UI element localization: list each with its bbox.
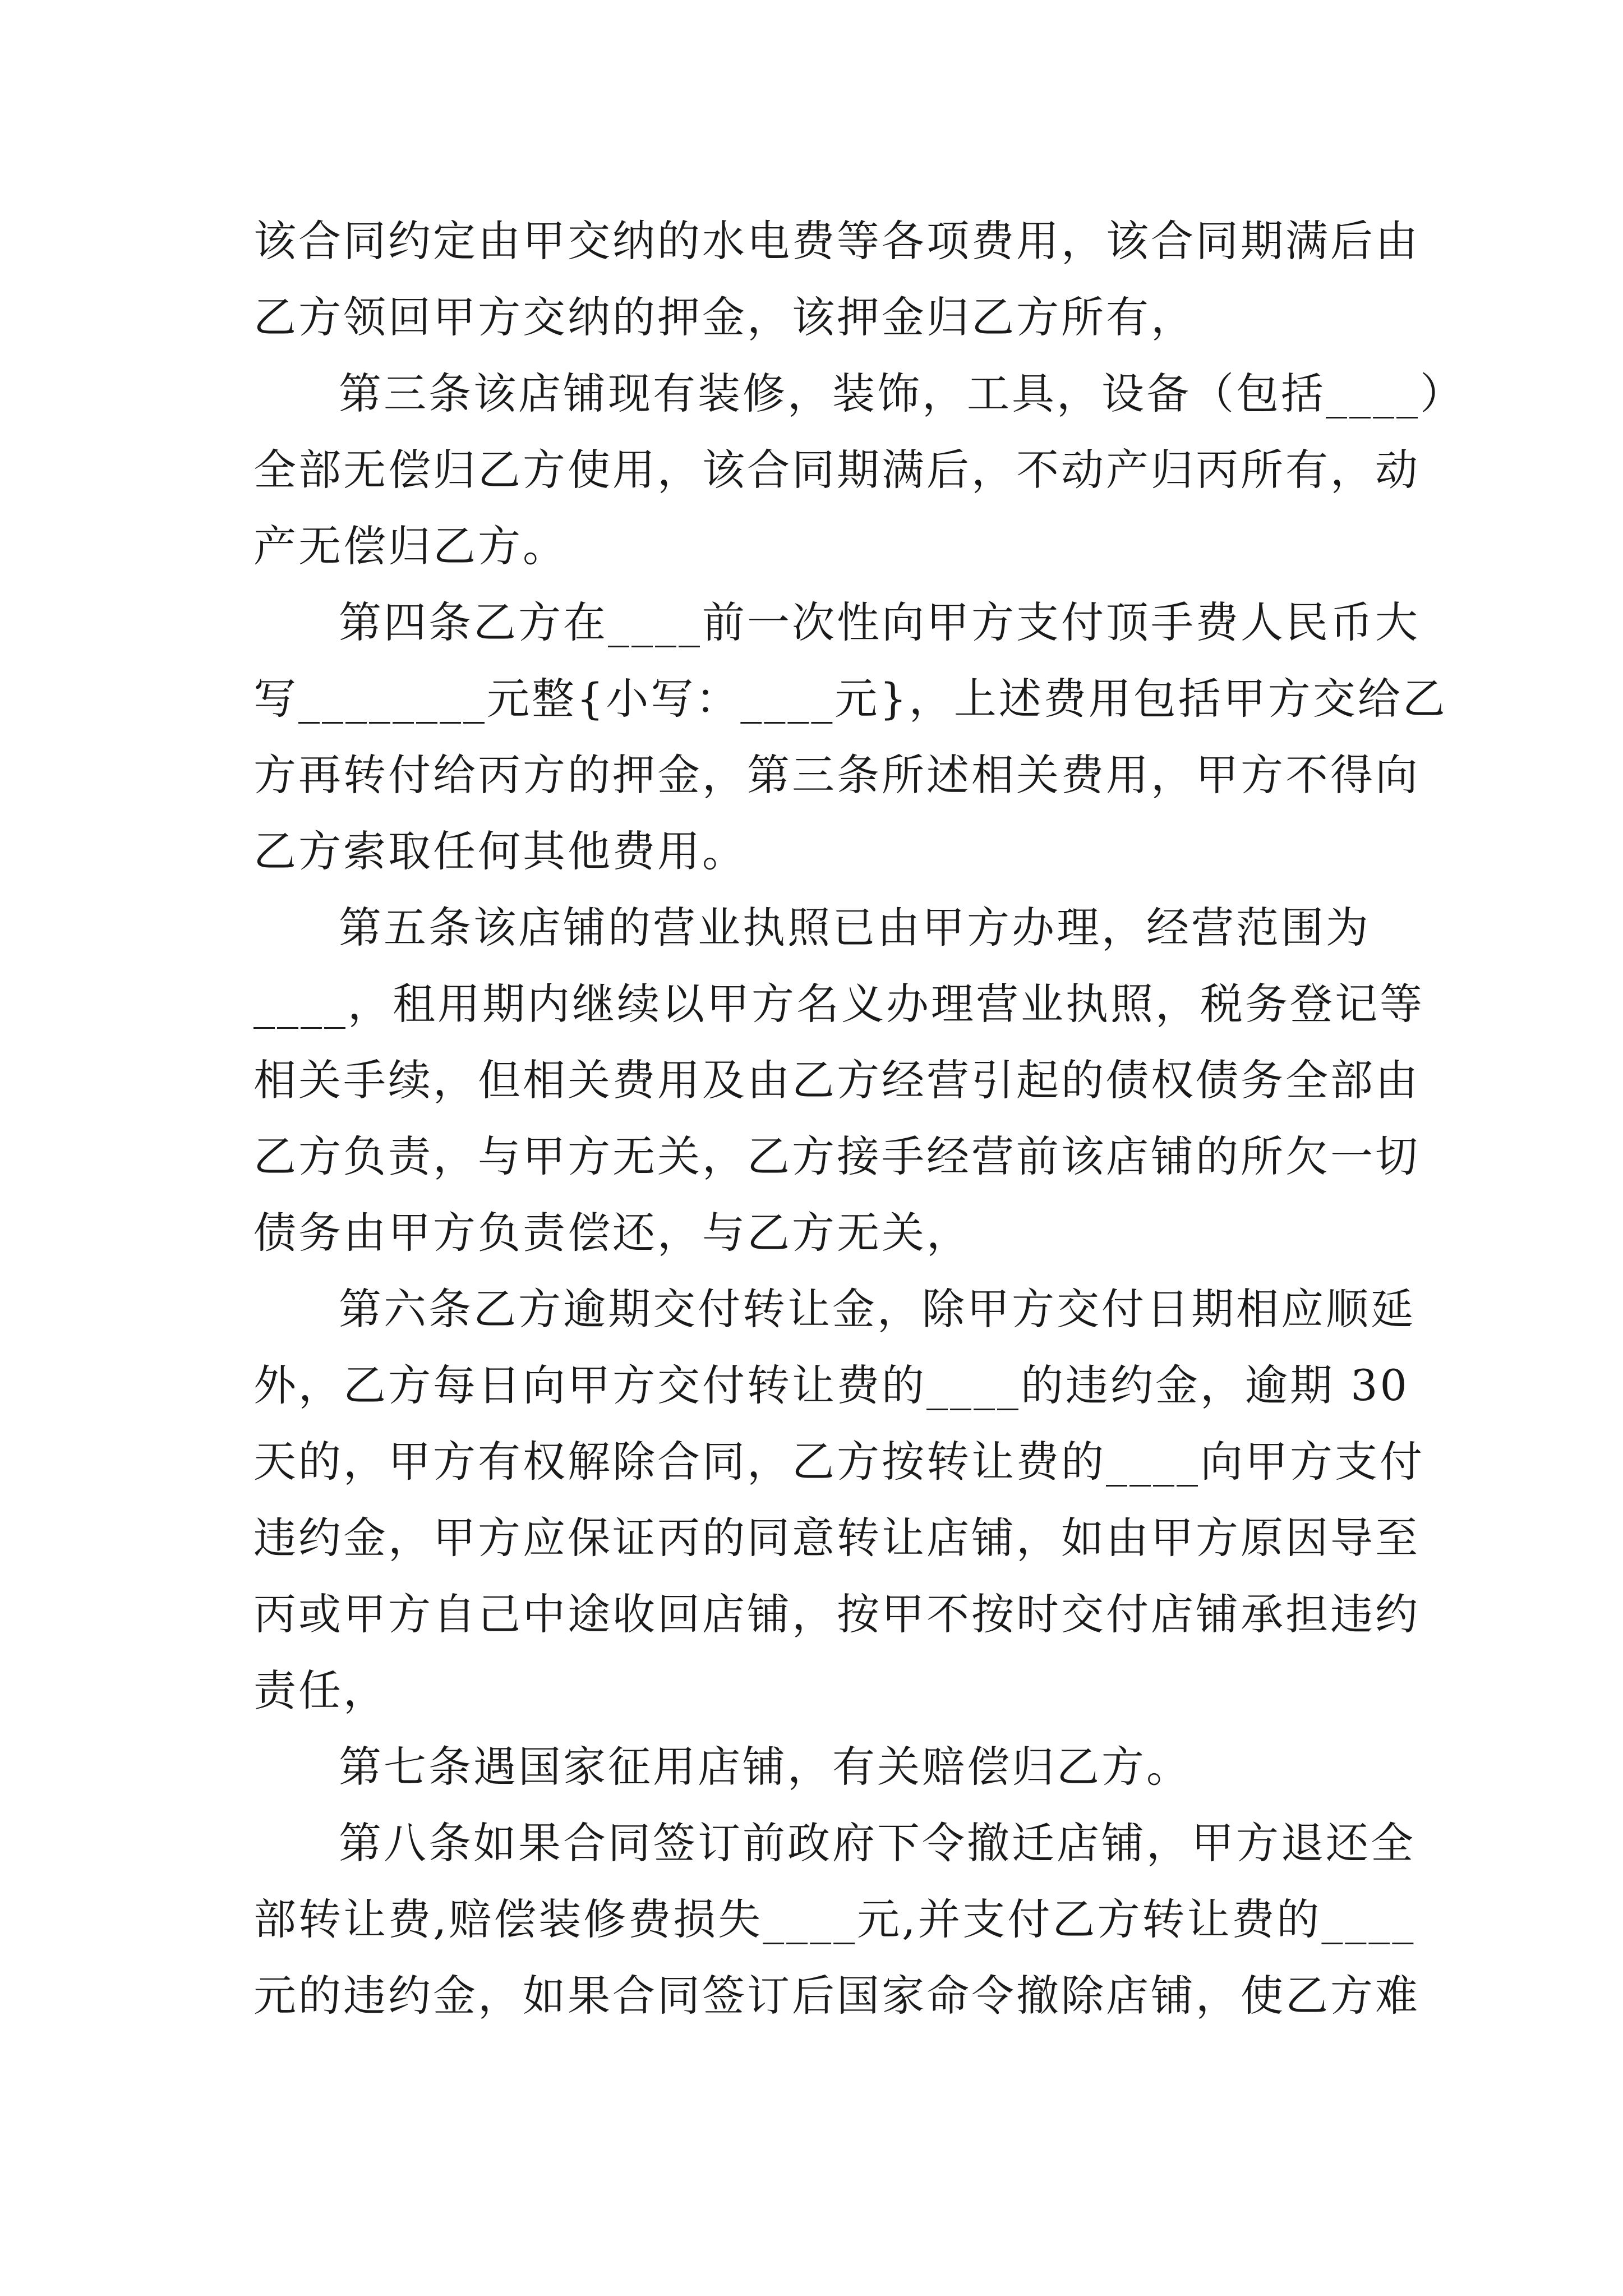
text-line: 第三条该店铺现有装修，装饰，工具，设备（包括____） xyxy=(339,369,1465,418)
text-line: 第六条乙方逾期交付转让金，除甲方交付日期相应顺延 xyxy=(339,1284,1415,1334)
text-line: 乙方领回甲方交纳的押金，该押金归乙方所有， xyxy=(253,292,1196,342)
text-line: 外，乙方每日向甲方交付转让费的____的违约金，逾期 30 xyxy=(253,1360,1409,1410)
text-line: 第七条遇国家征用店铺，有关赔偿归乙方。 xyxy=(339,1742,1191,1792)
text-line: 第五条该店铺的营业执照已由甲方办理，经营范围为 xyxy=(339,903,1371,953)
text-line: 债务由甲方负责偿还，与乙方无关， xyxy=(253,1208,971,1258)
text-line: 方再转付给丙方的押金，第三条所述相关费用，甲方不得向 xyxy=(253,750,1420,800)
text-line: 全部无偿归乙方使用，该合同期满后，不动产归丙所有，动 xyxy=(253,445,1420,495)
text-line: 责任， xyxy=(253,1665,388,1715)
text-line: 部转让费,赔偿装修费损失____元,并支付乙方转让费的____ xyxy=(253,1894,1416,1944)
text-line: 乙方索取任何其他费用。 xyxy=(253,826,747,876)
text-line: 第四条乙方在____前一次性向甲方支付顶手费人民币大 xyxy=(339,597,1420,647)
text-line: 违约金，甲方应保证丙的同意转让店铺，如由甲方原因导至 xyxy=(253,1513,1420,1563)
text-line: ____，租用期内继续以甲方名义办理营业执照，税务登记等 xyxy=(253,979,1424,1029)
text-line: 元的违约金，如果合同签订后国家命令撤除店铺，使乙方难 xyxy=(253,1971,1420,2021)
text-line: 该合同约定由甲交纳的水电费等各项费用，该合同期满后由 xyxy=(253,216,1420,266)
text-line: 产无偿归乙方。 xyxy=(253,521,568,571)
text-line: 丙或甲方自己中途收回店铺，按甲不按时交付店铺承担违约 xyxy=(253,1589,1420,1639)
text-line: 第八条如果合同签订前政府下令撤迁店铺，甲方退还全 xyxy=(339,1818,1415,1868)
text-line: 乙方负责，与甲方无关，乙方接手经营前该店铺的所欠一切 xyxy=(253,1131,1420,1181)
text-line: 相关手续，但相关费用及由乙方经营引起的债权债务全部由 xyxy=(253,1055,1420,1105)
text-line: 写________元整{小写：____元}，上述费用包括甲方交给乙 xyxy=(253,674,1447,724)
text-line: 天的，甲方有权解除合同，乙方按转让费的____向甲方支付 xyxy=(253,1437,1424,1487)
